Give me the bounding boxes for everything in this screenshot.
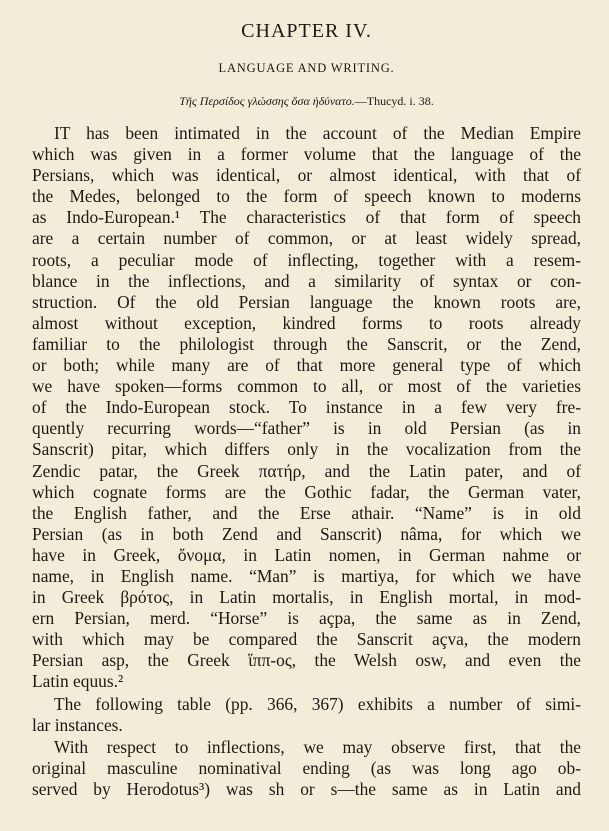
- text-line: we have spoken—forms common to all, or most of the varieties: [32, 376, 581, 397]
- text-line: which was given in a former volume that the language of the: [32, 144, 581, 165]
- epigraph-greek: Τῆς Περσίδος γλώσσης ὅσα ἠδύνατο.: [179, 94, 355, 108]
- text-line: served by Herodotus³) was sh or s—the same as in Latin and: [32, 778, 581, 799]
- text-line: name, in English name. “Man” is martiya, for which we have: [32, 565, 581, 586]
- text-line: Zendic patar, the Greek πατήρ, and the Latin pater, and of: [32, 460, 581, 481]
- text-line: Persians, which was identical, or almost identical, with that of: [32, 165, 581, 186]
- text-line: in Greek βρότος, in Latin mortalis, in English mortal, in mod-: [32, 587, 581, 608]
- text-line: original masculine nominatival ending (as was long ago ob-: [32, 757, 581, 778]
- text-line: the Medes, belonged to the form of speech known to moderns: [32, 186, 581, 207]
- text-line: of the Indo-European stock. To instance in a few very fre-: [32, 397, 581, 418]
- text-line: lar instances.: [32, 714, 123, 735]
- text-line: Sanscrit) pitar, which differs only in the vocalization from the: [32, 439, 581, 460]
- text-line: blance in the inflections, and a similarity of syntax or con-: [32, 270, 581, 291]
- section-title: LANGUAGE AND WRITING.: [218, 61, 395, 75]
- text-line: Persian (as in both Zend and Sanscrit) nâma, for which we: [32, 523, 581, 544]
- text-line: as Indo-European.¹ The characteristics of that form of speech: [32, 207, 581, 228]
- text-line: have in Greek, ὄνομα, in Latin nomen, in German nahme or: [32, 544, 581, 565]
- chapter-title: CHAPTER IV.: [241, 20, 372, 42]
- epigraph: [32, 93, 581, 109]
- text-line: or both; while many are of that more general type of which: [32, 355, 581, 376]
- text-line: IT has been intimated in the account of the Median Empire: [54, 123, 581, 143]
- text-line: Latin equus.²: [32, 671, 124, 692]
- text-line: Persian asp, the Greek ἵππ-ος, the Welsh osw, and even the: [32, 650, 581, 671]
- text-line: familiar to the philologist through the Sanscrit, or the Zend,: [32, 333, 581, 354]
- text-line: struction. Of the old Persian language the known roots are,: [32, 291, 581, 312]
- text-line: with which may be compared the Sanscrit açva, the modern: [32, 629, 581, 650]
- text-line: quently recurring words—“father” is in old Persian (as in: [32, 418, 581, 439]
- text-line: are a certain number of common, or at least widely spread,: [32, 228, 581, 249]
- text-line: which cognate forms are the Gothic fadar, the German vater,: [32, 481, 581, 502]
- text-line: With respect to inflections, we may observe first, that the: [54, 736, 581, 757]
- text-line: roots, a peculiar mode of inflecting, together with a resem-: [32, 249, 581, 270]
- text-line: the English father, and the Erse athair. “Name” is in old: [32, 502, 581, 523]
- text-line: The following table (pp. 366, 367) exhibits a number of simi-: [54, 693, 581, 714]
- body-text: [32, 123, 581, 800]
- epigraph-source: —Thucyd. i. 38.: [354, 94, 434, 108]
- text-line: almost without exception, kindred forms to roots already: [32, 312, 581, 333]
- text-line: ern Persian, merd. “Horse” is açpa, the same as in Zend,: [32, 608, 581, 629]
